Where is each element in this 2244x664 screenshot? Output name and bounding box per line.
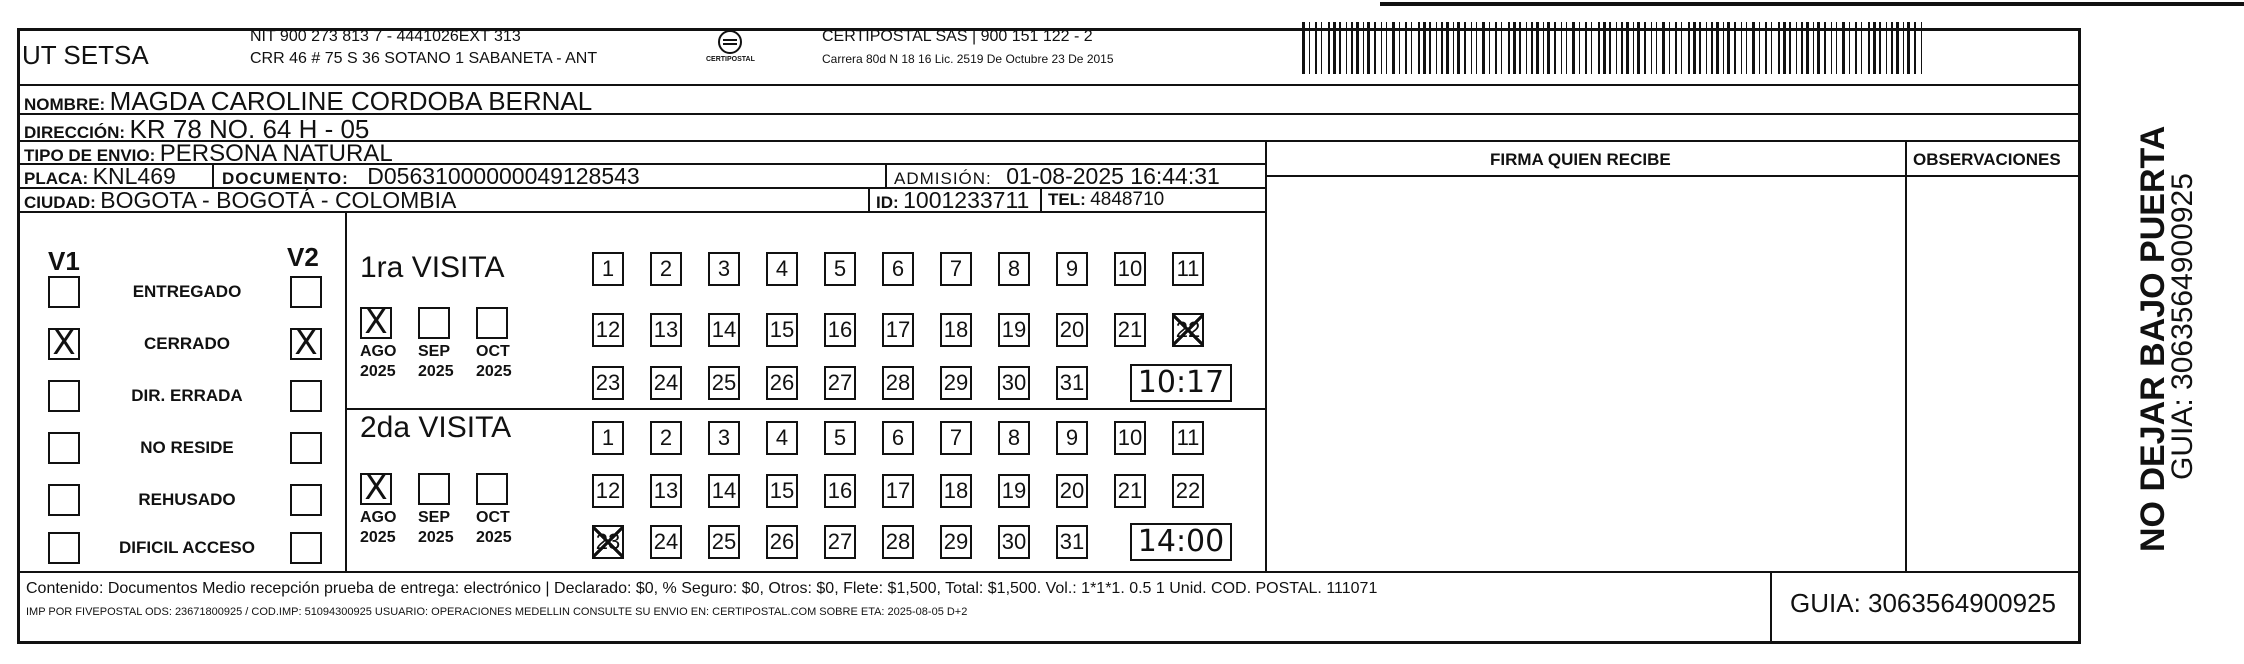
v1-checkbox[interactable] — [48, 532, 80, 564]
col-line-status — [345, 211, 347, 571]
month-checkbox[interactable] — [476, 307, 508, 339]
day-cell[interactable]: 27 — [824, 525, 856, 559]
v2-checkbox[interactable] — [290, 276, 322, 308]
v2-label: V2 — [287, 242, 319, 272]
id-label: ID: — [876, 193, 899, 212]
side-no-dejar: NO DEJAR BAJO PUERTA — [2134, 125, 2172, 552]
placa-value: KNL469 — [92, 163, 176, 189]
month-checkbox[interactable]: X — [360, 307, 392, 339]
placa-field — [24, 163, 176, 190]
month-name: AGO — [360, 343, 397, 360]
month-year: 2025 — [418, 363, 454, 380]
documento-value: D05631000000049128543 — [367, 163, 640, 189]
day-cell[interactable]: 5 — [824, 252, 856, 286]
ciudad-label: CIUDAD: — [24, 193, 96, 212]
day-cell[interactable]: 10 — [1114, 421, 1146, 455]
month-year: 2025 — [418, 529, 454, 546]
status-label: REHUSADO — [138, 490, 236, 509]
status-label: ENTREGADO — [132, 282, 242, 301]
day-cell[interactable]: 9 — [1056, 421, 1088, 455]
day-cell[interactable]: 23 — [592, 525, 624, 559]
day-cell[interactable]: 26 — [766, 366, 798, 400]
day-cell[interactable]: 19 — [998, 313, 1030, 347]
day-cell[interactable]: 17 — [882, 474, 914, 508]
day-cell[interactable]: 8 — [998, 252, 1030, 286]
nombre-field — [24, 86, 592, 117]
observaciones-label: OBSERVACIONES — [1913, 150, 2061, 169]
admision-field — [894, 163, 1220, 190]
day-cell[interactable]: 19 — [998, 474, 1030, 508]
status-label: DIR. ERRADA — [131, 386, 243, 405]
v2-checkbox[interactable] — [290, 532, 322, 564]
day-cell[interactable]: 4 — [766, 252, 798, 286]
visit-divider — [345, 408, 1265, 410]
month-year: 2025 — [476, 363, 512, 380]
day-cell[interactable]: 22 — [1172, 474, 1204, 508]
day-cell[interactable]: 29 — [940, 366, 972, 400]
v2-checkbox[interactable]: X — [290, 328, 322, 360]
month-year: 2025 — [360, 363, 396, 380]
day-cell[interactable]: 15 — [766, 474, 798, 508]
day-cell[interactable]: 2 — [650, 421, 682, 455]
visit-title: 1ra VISITA — [360, 251, 505, 284]
ciudad-field — [24, 187, 456, 214]
visit-title: 2da VISITA — [360, 411, 512, 444]
day-cell[interactable]: 18 — [940, 474, 972, 508]
day-cell[interactable]: 16 — [824, 474, 856, 508]
col-line-guia — [1770, 571, 1772, 644]
month-name: SEP — [418, 343, 451, 360]
admision-value: 01-08-2025 16:44:31 — [1006, 163, 1220, 189]
contenido-text: Contenido: Documentos Medio recepción prueba de entrega: electrónico | Declarado: $0, % Seguro: $0, Otros: $0, Flete: $1,500, Total: $1,500. Vol.: 1*1*1. 0.5 1 Unid. COD. POSTAL. 111071 — [26, 580, 1378, 597]
day-cell[interactable]: 6 — [882, 421, 914, 455]
v1-checkbox[interactable] — [48, 484, 80, 516]
tel-field — [1048, 189, 1164, 211]
tel-label: TEL: — [1048, 190, 1086, 209]
status-label: DIFICIL ACCESO — [118, 538, 255, 557]
day-cell[interactable]: 26 — [766, 525, 798, 559]
day-cell[interactable]: 1 — [592, 421, 624, 455]
side-guia: GUIA: 3063564900925 — [2166, 173, 2199, 480]
month-checkbox[interactable]: X — [360, 473, 392, 505]
id-value: 1001233711 — [903, 187, 1030, 213]
col-line-firma — [1265, 140, 1267, 571]
day-cell[interactable]: 10 — [1114, 252, 1146, 286]
month-name: OCT — [476, 343, 510, 360]
row-line-6 — [1265, 175, 2081, 177]
month-year: 2025 — [360, 529, 396, 546]
month-name: SEP — [418, 509, 451, 526]
day-cell[interactable]: 29 — [940, 525, 972, 559]
visit-time[interactable]: 14:00 — [1130, 523, 1232, 561]
day-cell[interactable]: 4 — [766, 421, 798, 455]
day-cell[interactable]: 9 — [1056, 252, 1088, 286]
day-cell[interactable]: 13 — [650, 313, 682, 347]
status-label: CERRADO — [144, 334, 230, 353]
day-cell[interactable]: 11 — [1172, 421, 1204, 455]
v2-checkbox[interactable] — [290, 380, 322, 412]
day-cell[interactable]: 25 — [708, 366, 740, 400]
day-cell[interactable]: 21 — [1114, 474, 1146, 508]
day-cell[interactable]: 28 — [882, 525, 914, 559]
day-cell[interactable]: 2 — [650, 252, 682, 286]
day-cell[interactable]: 12 — [592, 313, 624, 347]
day-cell[interactable]: 30 — [998, 525, 1030, 559]
day-cell[interactable]: 20 — [1056, 474, 1088, 508]
col-line-admision — [885, 163, 887, 187]
day-cell[interactable]: 12 — [592, 474, 624, 508]
day-cell[interactable]: 15 — [766, 313, 798, 347]
v2-checkbox[interactable] — [290, 484, 322, 516]
tipo-label: TIPO DE ENVIO: — [24, 146, 156, 165]
tipo-value: PERSONA NATURAL — [159, 140, 393, 167]
day-cell[interactable]: 14 — [708, 313, 740, 347]
day-cell[interactable]: 3 — [708, 252, 740, 286]
placa-label: PLACA: — [24, 169, 89, 188]
address-line: CRR 46 # 75 S 36 SOTANO 1 SABANETA - ANT — [250, 50, 598, 67]
day-cell[interactable]: 11 — [1172, 252, 1204, 286]
day-cell[interactable]: 24 — [650, 525, 682, 559]
day-cell[interactable]: 23 — [592, 366, 624, 400]
v1-checkbox[interactable] — [48, 276, 80, 308]
day-cell[interactable]: 20 — [1056, 313, 1088, 347]
month-year: 2025 — [476, 529, 512, 546]
day-cell[interactable]: 13 — [650, 474, 682, 508]
month-checkbox[interactable] — [476, 473, 508, 505]
certipostal-line-2: Carrera 80d N 18 16 Lic. 2519 De Octubre 23 De 2015 — [822, 52, 1114, 66]
day-cell[interactable]: 22 — [1172, 313, 1204, 347]
id-field — [876, 187, 1029, 214]
imp-text: IMP POR FIVEPOSTAL ODS: 23671800925 / COD.IMP: 51094300925 USUARIO: OPERACIONES MEDELLIN CONSULTE SU ENVIO EN: CERTIPOSTAL.COM SOBRE ETA: 2025-08-05 D+2 — [26, 606, 968, 618]
day-cell[interactable]: 25 — [708, 525, 740, 559]
nombre-value: MAGDA CAROLINE CORDOBA BERNAL — [109, 86, 593, 116]
v1-checkbox[interactable] — [48, 432, 80, 464]
month-checkbox[interactable] — [418, 473, 450, 505]
nit-line: NIT 900 273 813 7 - 4441026EXT 313 — [250, 28, 521, 45]
day-cell[interactable]: 3 — [708, 421, 740, 455]
col-line-id — [868, 187, 870, 211]
day-cell[interactable]: 5 — [824, 421, 856, 455]
v1-checkbox[interactable]: X — [48, 328, 80, 360]
v1-label: V1 — [48, 246, 80, 276]
day-cell[interactable]: 7 — [940, 421, 972, 455]
day-cell[interactable]: 14 — [708, 474, 740, 508]
day-cell[interactable]: 27 — [824, 366, 856, 400]
day-cell[interactable]: 18 — [940, 313, 972, 347]
company-name: UT SETSA — [22, 40, 149, 70]
guia-footer: GUIA: 3063564900925 — [1790, 588, 2056, 618]
day-cell[interactable]: 1 — [592, 252, 624, 286]
day-cell[interactable]: 17 — [882, 313, 914, 347]
status-label: NO RESIDE — [140, 438, 234, 457]
day-cell[interactable]: 8 — [998, 421, 1030, 455]
day-cell[interactable]: 24 — [650, 366, 682, 400]
v2-checkbox[interactable] — [290, 432, 322, 464]
direccion-value: KR 78 NO. 64 H - 05 — [129, 114, 370, 144]
month-checkbox[interactable] — [418, 307, 450, 339]
day-cell[interactable]: 30 — [998, 366, 1030, 400]
month-name: AGO — [360, 509, 397, 526]
day-cell[interactable]: 28 — [882, 366, 914, 400]
admision-label: ADMISIÓN: — [894, 169, 992, 188]
tel-value: 4848710 — [1090, 189, 1165, 210]
col-line-obs — [1905, 140, 1907, 571]
day-cell[interactable]: 7 — [940, 252, 972, 286]
day-cell[interactable]: 31 — [1056, 366, 1088, 400]
day-cell[interactable]: 21 — [1114, 313, 1146, 347]
direccion-label: DIRECCIÓN: — [24, 123, 126, 142]
firma-label: FIRMA QUIEN RECIBE — [1490, 150, 1671, 169]
ciudad-value: BOGOTA - BOGOTÁ - COLOMBIA — [100, 187, 457, 213]
col-line-tel — [1040, 187, 1042, 211]
month-name: OCT — [476, 509, 510, 526]
documento-field — [222, 163, 640, 190]
visit-time[interactable]: 10:17 — [1130, 364, 1232, 402]
nombre-label: NOMBRE: — [24, 95, 106, 114]
day-cell[interactable]: 16 — [824, 313, 856, 347]
documento-label: DOCUMENTO: — [222, 169, 349, 188]
day-cell[interactable]: 31 — [1056, 525, 1088, 559]
v1-checkbox[interactable] — [48, 380, 80, 412]
certipostal-line-1: CERTIPOSTAL SAS | 900 151 122 - 2 — [822, 28, 1093, 45]
day-cell[interactable]: 6 — [882, 252, 914, 286]
logo-text: CERTIPOSTAL — [706, 56, 755, 63]
